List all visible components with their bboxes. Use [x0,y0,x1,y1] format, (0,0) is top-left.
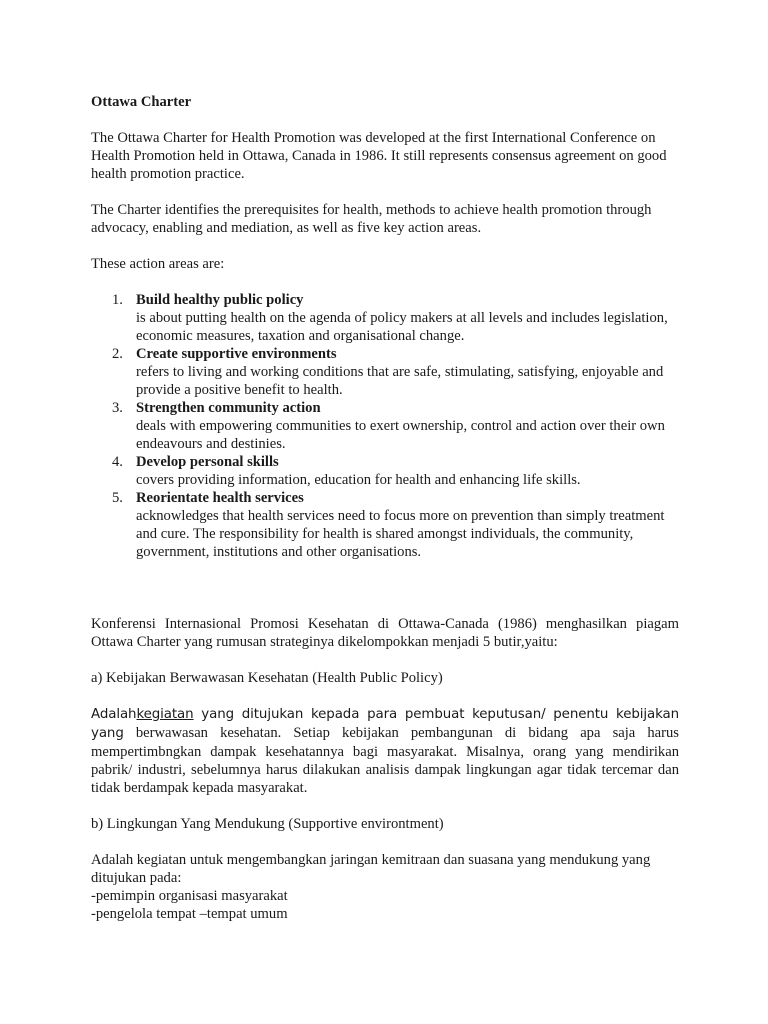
list-number: 5. [112,490,123,506]
section-a-heading: a) Kebijakan Berwawasan Kesehatan (Health Public Policy) [91,670,443,686]
action-area-description: refers to living and working conditions that are safe, stimulating, satisfying, enjoyable and provide a positive benefit to health. [136,364,664,398]
document-page [91,93,679,923]
list-item [112,345,679,399]
section-a-body [91,705,679,797]
action-area-name: Build healthy public policy [136,292,304,308]
prerequisites-paragraph: The Charter identifies the prerequisites for health, methods to achieve health promotion through advocacy, enabling and mediation, as well as five key action areas. [91,202,652,236]
action-area-description: acknowledges that health services need to focus more on prevention than simply treatment and cure. The responsibility for health is shared amongst individuals, the community, government, institutions and other organisations. [136,508,665,560]
section-a-first-word: Adalah [91,707,137,722]
intro-paragraph: The Ottawa Charter for Health Promotion was developed at the first International Conference on Health Promotion held in Ottawa, Canada in 1986. It still represents consensus agreement on good health promotion practice. [91,130,667,182]
action-areas-list [91,291,679,561]
document-title: Ottawa Charter [91,94,192,110]
section-spacer [91,561,679,615]
indonesian-intro-paragraph: Konferensi Internasional Promosi Kesehatan di Ottawa-Canada (1986) menghasilkan piagam Ottawa Charter yang rumusan strateginya dikelompokkan menjadi 5 butir,yaitu: [91,616,679,650]
action-area-name: Reorientate health services [136,490,304,506]
section-b-heading: b) Lingkungan Yang Mendukung (Supportive environtment) [91,816,444,832]
action-area-description: covers providing information, education for health and enhancing life skills. [136,472,581,488]
list-item [112,489,679,561]
list-item [112,453,679,489]
list-item: -pemimpin organisasi masyarakat [91,888,288,904]
section-b-body [91,851,679,923]
section-b-body-text: Adalah kegiatan untuk mengembangkan jaringan kemitraan dan suasana yang mendukung yang ditujukan pada: [91,852,651,886]
section-a-hand-text: yang ditujukan kepada para pembuat keputusan/ penentu kebijakan yang [91,707,679,741]
action-area-description: is about putting health on the agenda of policy makers at all levels and includes legislation, economic measures, taxation and organisational change. [136,310,668,344]
list-item: -pengelola tempat –tempat umum [91,906,288,922]
list-number: 2. [112,346,123,362]
action-area-name: Create supportive environments [136,346,337,362]
underlined-word: kegiatan [136,707,194,722]
list-item [112,399,679,453]
list-number: 4. [112,454,123,470]
action-area-description: deals with empowering communities to exert ownership, control and action over their own endeavours and destinies. [136,418,665,452]
action-areas-lead: These action areas are: [91,256,225,272]
section-a-body-text: berwawasan kesehatan. Setiap kebijakan pembangunan di bidang apa saja harus mempertimbngkan dampak kesehatannya bagi masyarakat. Misalnya, orang yang mendirikan pabrik/ industri, sebelumnya harus dilakukan analisis dampak lingkungan agar tidak tercemar dan tidak berdampak kepada masyarakat. [91,725,679,796]
list-number: 3. [112,400,123,416]
action-area-name: Strengthen community action [136,400,321,416]
list-item [112,291,679,345]
list-number: 1. [112,292,123,308]
action-area-name: Develop personal skills [136,454,279,470]
